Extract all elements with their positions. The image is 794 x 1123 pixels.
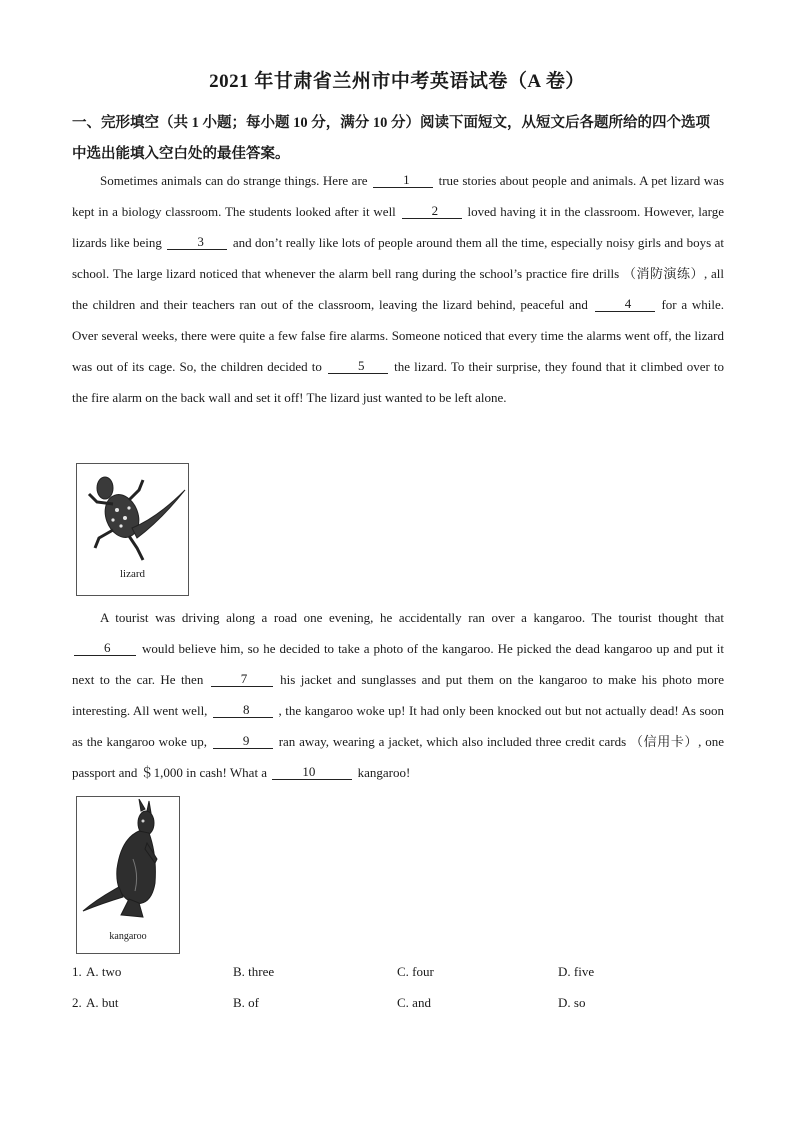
option-a[interactable]: A. but bbox=[86, 995, 119, 1010]
option-b[interactable]: B. three bbox=[233, 964, 275, 979]
option-c[interactable]: C. four bbox=[397, 964, 434, 979]
blank-9: 9 bbox=[213, 733, 273, 749]
passage-text: true stories about people and animals. A pet lizard was kept in a biology classroom. The students looked after it well bbox=[72, 173, 725, 219]
passage-text: ran away, wearing a jacket, which also included three credit cards （信用卡）, one passport and ＄1,000 in cash! What a bbox=[72, 734, 725, 780]
option-a[interactable]: A. two bbox=[86, 964, 122, 979]
blank-6: 6 bbox=[74, 640, 136, 656]
lizard-figure bbox=[76, 463, 189, 596]
passage-text: , the kangaroo woke up! It had only been knocked out but not actually dead! As soon as the kangaroo woke up, bbox=[72, 703, 725, 749]
option-b[interactable]: B. of bbox=[233, 995, 259, 1010]
kangaroo-figure bbox=[76, 796, 180, 954]
blank-3: 3 bbox=[167, 234, 227, 250]
blank-2: 2 bbox=[402, 203, 462, 219]
blank-10: 10 bbox=[272, 764, 352, 780]
question-row-1 bbox=[72, 956, 724, 987]
passage-text: for a while. Over several weeks, there were quite a few false fire alarms. Someone noticed that every time the alarms went off, the lizard was out of its cage. So, the children decided to bbox=[72, 297, 724, 374]
passage-text: his jacket and sunglasses and put them on the kangaroo to make his photo more interesting. All went well, bbox=[72, 672, 725, 718]
blank-8: 8 bbox=[213, 702, 273, 718]
passage-text: Sometimes animals can do strange things. Here are bbox=[100, 173, 368, 188]
question-row-2 bbox=[72, 987, 724, 1018]
passage-lizard bbox=[72, 165, 724, 413]
kangaroo-caption: kangaroo bbox=[109, 931, 147, 942]
passage-text: and don’t really like lots of people around them all the time, especially noisy girls and boys at school. The large lizard noticed that whenever the alarm bell rang during the school’s practice fire drills （消防演练）, all the children and their teachers ran out of the classroom, leaving the lizard behind, peaceful and bbox=[72, 235, 725, 312]
question-number: 2. bbox=[72, 995, 82, 1010]
blank-4: 4 bbox=[595, 296, 655, 312]
question-number: 1. bbox=[72, 964, 82, 979]
blank-7: 7 bbox=[211, 671, 273, 687]
blank-5: 5 bbox=[328, 358, 388, 374]
passage-text: A tourist was driving along a road one evening, he accidentally ran over a kangaroo. The tourist thought that bbox=[100, 610, 724, 625]
lizard-caption: lizard bbox=[119, 568, 146, 580]
kangaroo-icon bbox=[77, 799, 179, 929]
option-d[interactable]: D. so bbox=[558, 995, 586, 1010]
question-options bbox=[72, 956, 724, 1018]
passage-text: loved having it in the classroom. However, large lizards like being bbox=[72, 204, 725, 250]
passage-text: the lizard. To their surprise, they found that it climbed over to the fire alarm on the back wall and set it off! The lizard just wanted to be left alone. bbox=[72, 359, 725, 405]
blank-1: 1 bbox=[373, 172, 433, 188]
option-d[interactable]: D. five bbox=[558, 964, 595, 979]
passage-text: kangaroo! bbox=[357, 765, 411, 780]
section-heading: 一、完形填空（共 1 小题；每小题 10 分，满分 10 分）阅读下面短文，从短文后各题所给的四个选项中选出能填入空白处的最佳答案。 bbox=[72, 115, 710, 162]
page-title: 2021 年甘肃省兰州市中考英语试卷（A 卷） bbox=[209, 71, 585, 92]
lizard-icon bbox=[77, 468, 188, 568]
passage-kangaroo bbox=[72, 602, 724, 788]
passage-text: would believe him, so he decided to take a photo of the kangaroo. He picked the dead kangaroo up and put it next to the car. He then bbox=[72, 641, 724, 687]
option-c[interactable]: C. and bbox=[397, 995, 431, 1010]
